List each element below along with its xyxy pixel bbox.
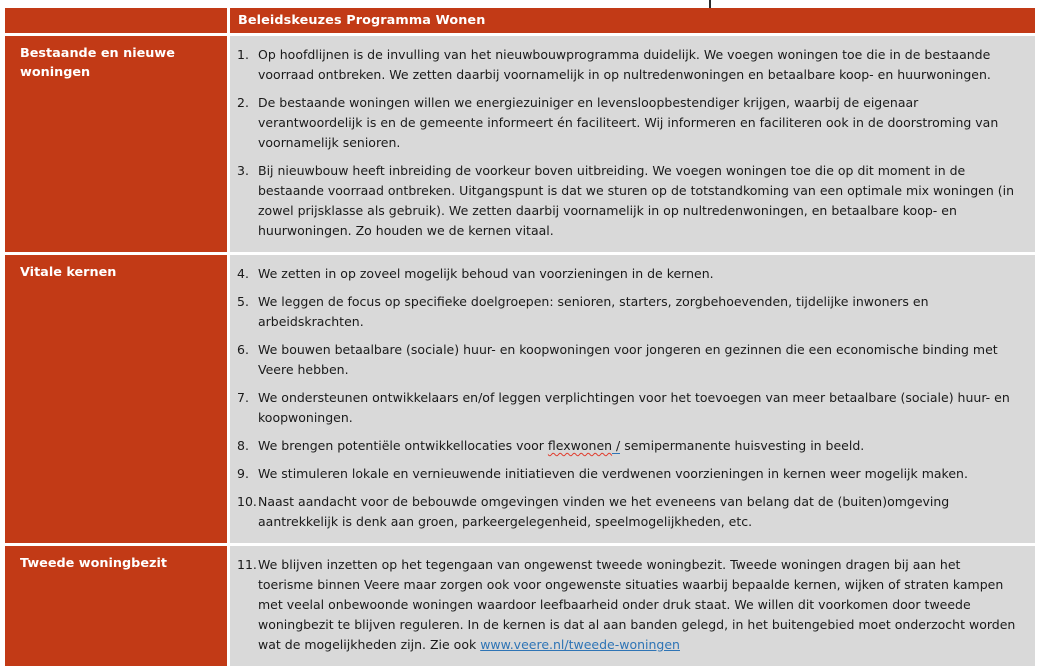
item-text — [258, 45, 1019, 85]
item-text — [258, 436, 1019, 456]
item-text-segment: We zetten in op zoveel mogelijk behoud van voorzieningen in de kernen. — [258, 266, 714, 281]
list-item — [235, 492, 1019, 532]
header-empty-cell — [5, 8, 227, 33]
item-number: 7. — [237, 390, 249, 405]
row-content-3 — [230, 546, 1035, 666]
revision-mark: / — [612, 438, 621, 453]
item-text-segment: We brengen potentiële ontwikkellocaties voor — [258, 438, 548, 453]
item-text-segment: semipermanente huisvesting in beeld. — [620, 438, 865, 453]
item-number: 4. — [237, 266, 249, 281]
item-number: 1. — [237, 47, 249, 62]
item-text-segment: We stimuleren lokale en vernieuwende initiatieven die verdwenen voorzieningen in kernen weer mogelijk maken. — [258, 466, 968, 481]
list-item — [235, 292, 1019, 332]
row-content-1 — [230, 36, 1035, 252]
item-text-segment: Bij nieuwbouw heeft inbreiding de voorkeur boven uitbreiding. We voegen woningen toe die op dit moment in de bestaande voorraad ontbreken. Uitgangspunt is dat we sturen op de totstandkoming van een optimale mix woningen (in zowel prijsklasse als gebruik). We zetten daarbij voornamelijk in op nultredenwoningen, en betaalbare koop- en huurwoningen. Zo houden we de kernen vitaal. — [258, 163, 1015, 238]
item-text — [258, 264, 1019, 284]
item-text-segment: De bestaande woningen willen we energiezuiniger en levensloopbestendiger krijgen, waarbij de eigenaar verantwoordelijk is en de gemeente informeert én faciliteert. Wij informeren en faciliteren ook in de doorstroming van voornamelijk senioren. — [258, 95, 999, 150]
item-text-segment: We leggen de focus op specifieke doelgroepen: senioren, starters, zorgbehoevenden, tijdelijke inwoners en arbeidskrachten. — [258, 294, 929, 329]
item-number: 6. — [237, 342, 249, 357]
item-text-segment: We blijven inzetten op het tegengaan van ongewenst tweede woningbezit. Tweede woningen dragen bij aan het toerisme binnen Veere maar zorgen ook voor ongewenste situaties waarbij bepaalde kernen, wijken of straten kampen met veelal onbewoonde woningen waardoor leefbaarheid onder druk staat. We willen dit voorkomen door tweede woningbezit te blijven reguleren. In de kernen is dat al aan banden gelegd, in het buitengebied moet onderzocht worden wat de mogelijkheden zijn. Zie ook — [258, 557, 1016, 652]
item-text-segment: We bouwen betaalbare (sociale) huur- en koopwoningen voor jongeren en gezinnen die een economische binding met Veere hebben. — [258, 342, 998, 377]
list-item — [235, 264, 1019, 284]
item-number: 9. — [237, 466, 249, 481]
item-number: 3. — [237, 163, 249, 178]
list-item — [235, 388, 1019, 428]
list-item — [235, 93, 1019, 153]
item-number: 10. — [237, 494, 257, 509]
item-number: 8. — [237, 438, 249, 453]
item-text-segment: We ondersteunen ontwikkelaars en/of leggen verplichtingen voor het toevoegen van meer betaalbare (sociale) huur- en koopwoningen. — [258, 390, 1010, 425]
item-number: 2. — [237, 95, 249, 110]
spell-error-word: flexwonen — [547, 438, 613, 453]
list-item — [235, 464, 1019, 484]
list-item — [235, 555, 1019, 655]
item-text — [258, 292, 1019, 332]
row-label-2: Vitale kernen — [5, 255, 227, 543]
item-text — [258, 161, 1019, 241]
item-number: 11. — [237, 557, 257, 572]
item-text — [258, 464, 1019, 484]
item-text — [258, 340, 1019, 380]
list-item — [235, 161, 1019, 241]
row-label-1: Bestaande en nieuwe woningen — [5, 36, 227, 252]
list-item — [235, 436, 1019, 456]
row-label-3: Tweede woningbezit — [5, 546, 227, 666]
item-text — [258, 555, 1019, 655]
item-number: 5. — [237, 294, 249, 309]
table-header-title: Beleidskeuzes Programma Wonen — [230, 8, 1035, 33]
item-text — [258, 388, 1019, 428]
row-content-2 — [230, 255, 1035, 543]
item-text — [258, 492, 1019, 532]
item-text-segment: Op hoofdlijnen is de invulling van het nieuwbouwprogramma duidelijk. We voegen woningen toe die in de bestaande voorraad ontbreken. We zetten daarbij voornamelijk in op nultredenwoningen en betaalbare koop- en huurwoningen. — [258, 47, 991, 82]
policy-table — [5, 8, 1035, 666]
item-text-segment: Naast aandacht voor de bebouwde omgevingen vinden we het eveneens van belang dat de (buiten)omgeving aantrekkelijk is denk aan groen, parkeergelegenheid, speelmogelijkheden, etc. — [258, 494, 950, 529]
list-item — [235, 45, 1019, 85]
link-veere-tweede-woningen[interactable]: www.veere.nl/tweede-woningen — [480, 637, 680, 652]
item-text — [258, 93, 1019, 153]
list-item — [235, 340, 1019, 380]
